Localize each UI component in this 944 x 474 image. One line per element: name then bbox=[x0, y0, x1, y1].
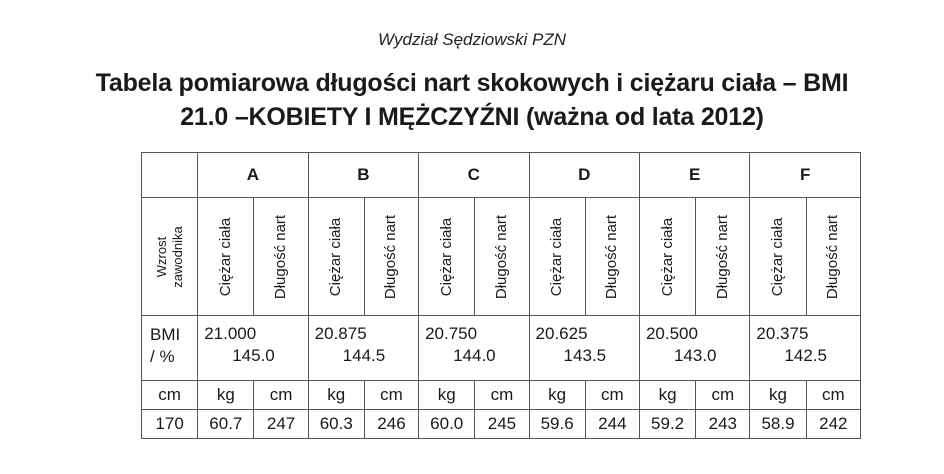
length-header: Długość nart bbox=[272, 214, 290, 299]
ski-percent-value: 144.5 bbox=[342, 346, 386, 365]
bmi-value: 20.375 bbox=[756, 324, 809, 343]
bmi-row bbox=[142, 316, 861, 381]
length-header: Długość nart bbox=[603, 214, 621, 299]
length-header-cell bbox=[585, 198, 639, 316]
units-row bbox=[142, 381, 861, 410]
weight-header-cell bbox=[198, 198, 254, 316]
height-header-line-1: Wzrost bbox=[153, 236, 169, 277]
corner-cell bbox=[142, 153, 198, 198]
length-value: 244 bbox=[585, 410, 639, 439]
length-unit: cm bbox=[696, 381, 750, 410]
height-header-cell bbox=[142, 198, 198, 316]
weight-unit: kg bbox=[529, 381, 585, 410]
weight-header: Ciężar ciała bbox=[437, 217, 455, 296]
measurement-table bbox=[141, 152, 861, 439]
title-line-2: 21.0 –KOBIETY I MĘŻCZYŹNI (ważna od lata 2012) bbox=[180, 103, 764, 131]
ski-percent-value: 144.0 bbox=[453, 346, 496, 365]
ski-percent-value: 143.0 bbox=[673, 346, 717, 365]
height-header-line-2: zawodnika bbox=[169, 225, 185, 288]
weight-header: Ciężar ciała bbox=[658, 217, 676, 296]
weight-header-cell bbox=[750, 198, 806, 316]
ski-percent-value: 142.5 bbox=[784, 346, 827, 365]
bmi-group-cell bbox=[419, 316, 529, 381]
length-header: Długość nart bbox=[492, 214, 510, 299]
weight-unit: kg bbox=[198, 381, 254, 410]
group-letter: C bbox=[419, 153, 529, 198]
length-header-cell bbox=[254, 198, 308, 316]
weight-header-cell bbox=[529, 198, 585, 316]
bmi-value: 20.750 bbox=[425, 324, 478, 343]
title-line-1: Tabela pomiarowa długości nart skokowych i ciężaru ciała – BMI bbox=[95, 69, 849, 97]
bmi-label-cell bbox=[142, 316, 198, 381]
weight-unit: kg bbox=[750, 381, 806, 410]
weight-value: 60.7 bbox=[198, 410, 254, 439]
length-value: 246 bbox=[364, 410, 418, 439]
bmi-label: BMI bbox=[150, 325, 181, 344]
weight-header: Ciężar ciała bbox=[327, 217, 345, 296]
bmi-value: 20.625 bbox=[535, 324, 588, 343]
length-value: 247 bbox=[254, 410, 308, 439]
weight-value: 60.0 bbox=[419, 410, 475, 439]
height-unit: cm bbox=[142, 381, 198, 410]
length-header-cell bbox=[806, 198, 860, 316]
document-header: Wydział Sędziowski PZN bbox=[378, 30, 566, 49]
height-header bbox=[154, 226, 186, 287]
group-letter: D bbox=[529, 153, 639, 198]
length-value: 243 bbox=[696, 410, 750, 439]
length-unit: cm bbox=[475, 381, 529, 410]
length-header-cell bbox=[364, 198, 418, 316]
weight-unit: kg bbox=[419, 381, 475, 410]
length-unit: cm bbox=[364, 381, 418, 410]
length-header: Długość nart bbox=[382, 214, 400, 299]
bmi-percent-label: / % bbox=[150, 347, 175, 366]
table-row bbox=[142, 410, 861, 439]
length-value: 242 bbox=[806, 410, 860, 439]
column-headers-row bbox=[142, 198, 861, 316]
bmi-group-cell bbox=[308, 316, 418, 381]
bmi-value: 20.875 bbox=[314, 324, 367, 343]
length-header-cell bbox=[475, 198, 529, 316]
weight-value: 59.6 bbox=[529, 410, 585, 439]
weight-header: Ciężar ciała bbox=[216, 217, 234, 296]
weight-header-cell bbox=[419, 198, 475, 316]
weight-header-cell bbox=[308, 198, 364, 316]
height-value: 170 bbox=[142, 410, 198, 439]
bmi-group-cell bbox=[198, 316, 308, 381]
length-value: 245 bbox=[475, 410, 529, 439]
bmi-group-cell bbox=[529, 316, 639, 381]
weight-unit: kg bbox=[308, 381, 364, 410]
weight-value: 58.9 bbox=[750, 410, 806, 439]
group-letter: E bbox=[639, 153, 749, 198]
length-header-cell bbox=[696, 198, 750, 316]
group-letter: B bbox=[308, 153, 418, 198]
weight-header: Ciężar ciała bbox=[548, 217, 566, 296]
ski-percent-value: 145.0 bbox=[232, 346, 275, 365]
bmi-group-cell bbox=[750, 316, 861, 381]
length-unit: cm bbox=[585, 381, 639, 410]
group-letter: F bbox=[750, 153, 861, 198]
bmi-value: 20.500 bbox=[645, 324, 698, 343]
weight-header: Ciężar ciała bbox=[769, 217, 787, 296]
weight-header-cell bbox=[639, 198, 695, 316]
weight-value: 60.3 bbox=[308, 410, 364, 439]
length-unit: cm bbox=[254, 381, 308, 410]
bmi-group-cell bbox=[639, 316, 749, 381]
length-unit: cm bbox=[806, 381, 860, 410]
weight-unit: kg bbox=[639, 381, 695, 410]
ski-percent-value: 143.5 bbox=[563, 346, 607, 365]
group-letters-row bbox=[142, 153, 861, 198]
length-header: Długość nart bbox=[713, 214, 731, 299]
weight-value: 59.2 bbox=[639, 410, 695, 439]
bmi-value: 21.000 bbox=[204, 324, 257, 343]
length-header: Długość nart bbox=[824, 214, 842, 299]
document-title bbox=[20, 66, 924, 134]
group-letter: A bbox=[198, 153, 308, 198]
